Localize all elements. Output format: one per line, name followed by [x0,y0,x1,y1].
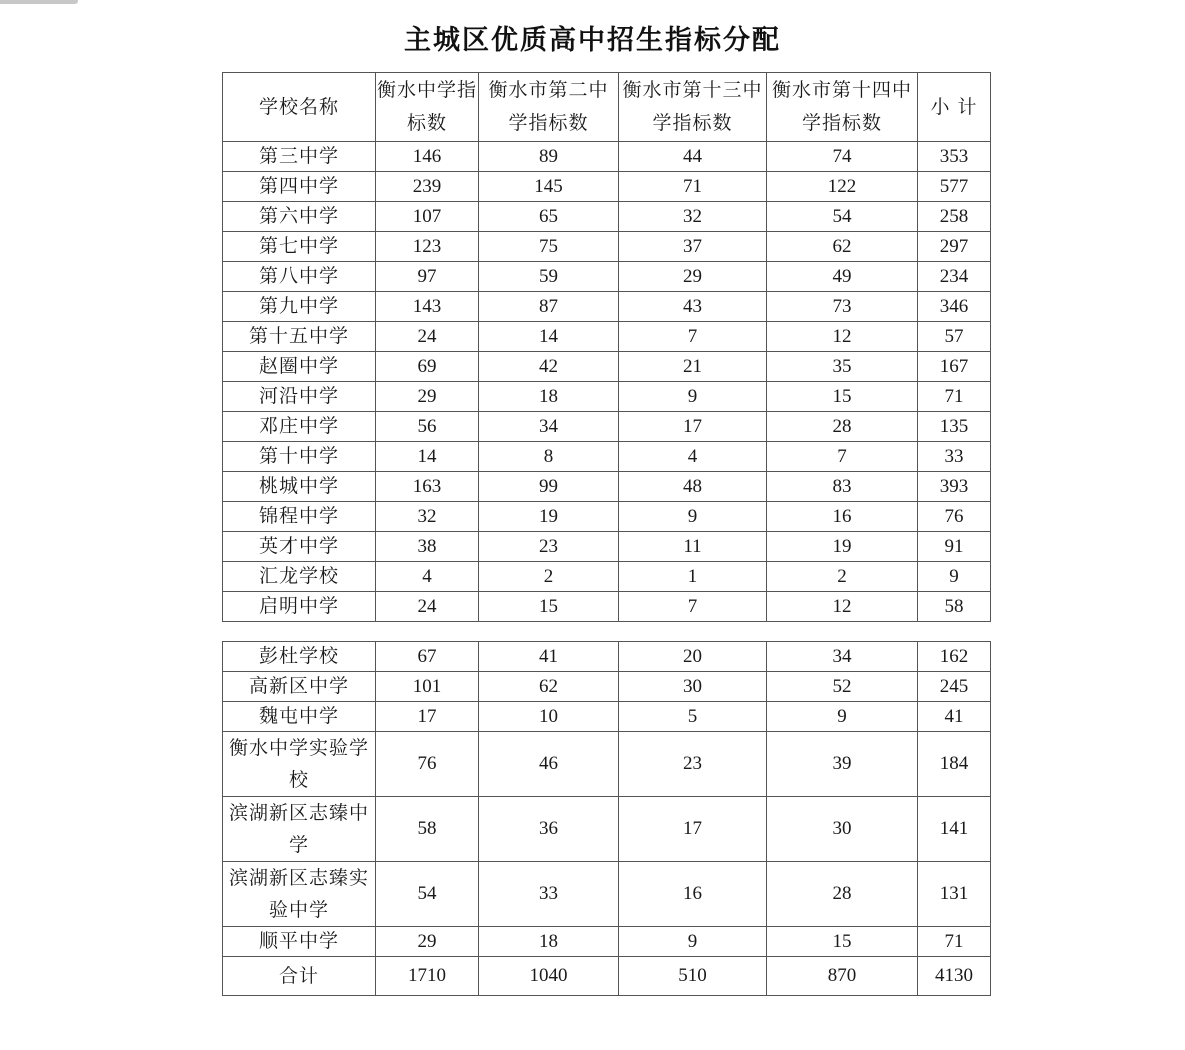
table-row [223,927,991,957]
value-cell-total: 58 [918,592,991,622]
school-name-cell: 启明中学 [223,592,376,622]
value-cell-v1: 97 [376,262,479,292]
value-cell-v1: 67 [376,642,479,672]
table-row [223,412,991,442]
value-cell-v1: 29 [376,927,479,957]
value-cell-v4: 52 [767,672,918,702]
value-cell-v1: 24 [376,592,479,622]
header-hs14: 衡水市第十四中学指标数 [767,73,918,142]
school-name-cell: 邓庄中学 [223,412,376,442]
school-name-cell: 第十五中学 [223,322,376,352]
school-name-cell: 河沿中学 [223,382,376,412]
value-cell-total: 4130 [918,957,991,996]
value-cell-total: 167 [918,352,991,382]
value-cell-total: 41 [918,702,991,732]
value-cell-v1: 14 [376,442,479,472]
window-corner-tab [0,0,78,4]
value-cell-v2: 59 [479,262,619,292]
school-name-cell: 衡水中学实验学校 [223,732,376,797]
value-cell-v2: 87 [479,292,619,322]
table-row [223,352,991,382]
value-cell-v3: 5 [619,702,767,732]
value-cell-v4: 16 [767,502,918,532]
value-cell-total: 9 [918,562,991,592]
value-cell-v2: 99 [479,472,619,502]
value-cell-v2: 8 [479,442,619,472]
header-subtotal: 小 计 [918,73,991,142]
value-cell-v4: 62 [767,232,918,262]
value-cell-v4: 83 [767,472,918,502]
table-row [223,472,991,502]
value-cell-v4: 9 [767,702,918,732]
value-cell-v2: 145 [479,172,619,202]
value-cell-v2: 36 [479,797,619,862]
value-cell-v1: 163 [376,472,479,502]
value-cell-v4: 54 [767,202,918,232]
table-row [223,797,991,862]
value-cell-v4: 2 [767,562,918,592]
value-cell-v2: 62 [479,672,619,702]
value-cell-v2: 75 [479,232,619,262]
value-cell-v3: 17 [619,797,767,862]
table-row [223,672,991,702]
value-cell-v4: 870 [767,957,918,996]
value-cell-v3: 9 [619,382,767,412]
value-cell-v2: 42 [479,352,619,382]
table-row [223,172,991,202]
value-cell-v2: 14 [479,322,619,352]
value-cell-v4: 7 [767,442,918,472]
value-cell-v3: 7 [619,322,767,352]
school-name-cell: 第十中学 [223,442,376,472]
value-cell-v4: 28 [767,412,918,442]
value-cell-v4: 15 [767,382,918,412]
allocation-table-upper [222,72,991,622]
value-cell-v3: 1 [619,562,767,592]
value-cell-total: 131 [918,862,991,927]
value-cell-total: 141 [918,797,991,862]
value-cell-v3: 71 [619,172,767,202]
value-cell-total: 71 [918,382,991,412]
value-cell-v4: 73 [767,292,918,322]
value-cell-v1: 1710 [376,957,479,996]
value-cell-v1: 76 [376,732,479,797]
value-cell-total: 33 [918,442,991,472]
value-cell-v1: 107 [376,202,479,232]
value-cell-v2: 19 [479,502,619,532]
value-cell-v2: 34 [479,412,619,442]
table-row [223,702,991,732]
value-cell-v2: 23 [479,532,619,562]
value-cell-v3: 7 [619,592,767,622]
value-cell-v1: 4 [376,562,479,592]
school-name-cell: 第三中学 [223,142,376,172]
table-row [223,262,991,292]
value-cell-total: 577 [918,172,991,202]
value-cell-v1: 29 [376,382,479,412]
value-cell-total: 297 [918,232,991,262]
school-name-cell: 英才中学 [223,532,376,562]
value-cell-v2: 10 [479,702,619,732]
value-cell-v3: 44 [619,142,767,172]
value-cell-v4: 122 [767,172,918,202]
value-cell-v3: 48 [619,472,767,502]
value-cell-v2: 41 [479,642,619,672]
value-cell-v2: 2 [479,562,619,592]
value-cell-v1: 123 [376,232,479,262]
value-cell-v3: 9 [619,927,767,957]
value-cell-v1: 69 [376,352,479,382]
value-cell-total: 135 [918,412,991,442]
value-cell-v4: 12 [767,592,918,622]
value-cell-v4: 34 [767,642,918,672]
value-cell-v2: 18 [479,927,619,957]
value-cell-total: 346 [918,292,991,322]
value-cell-v1: 58 [376,797,479,862]
value-cell-total: 234 [918,262,991,292]
value-cell-v3: 11 [619,532,767,562]
value-cell-v3: 37 [619,232,767,262]
header-hs13: 衡水市第十三中学指标数 [619,73,767,142]
value-cell-v1: 38 [376,532,479,562]
value-cell-v3: 21 [619,352,767,382]
table-row [223,382,991,412]
header-row [223,73,991,142]
school-name-cell: 第四中学 [223,172,376,202]
school-name-cell: 锦程中学 [223,502,376,532]
value-cell-v2: 18 [479,382,619,412]
value-cell-v2: 1040 [479,957,619,996]
value-cell-v1: 146 [376,142,479,172]
value-cell-v2: 33 [479,862,619,927]
value-cell-total: 353 [918,142,991,172]
value-cell-v1: 24 [376,322,479,352]
value-cell-v3: 43 [619,292,767,322]
school-name-cell: 滨湖新区志臻中学 [223,797,376,862]
value-cell-v4: 15 [767,927,918,957]
value-cell-v2: 46 [479,732,619,797]
table-row [223,442,991,472]
value-cell-v3: 23 [619,732,767,797]
school-name-cell: 魏屯中学 [223,702,376,732]
page-title: 主城区优质高中招生指标分配 [404,25,781,56]
value-cell-total: 57 [918,322,991,352]
school-name-cell: 彭杜学校 [223,642,376,672]
value-cell-v4: 12 [767,322,918,352]
table-row [223,732,991,797]
header-hs2: 衡水市第二中学指标数 [479,73,619,142]
value-cell-v4: 35 [767,352,918,382]
value-cell-v1: 239 [376,172,479,202]
value-cell-v3: 9 [619,502,767,532]
value-cell-v4: 30 [767,797,918,862]
value-cell-total: 71 [918,927,991,957]
table-row [223,202,991,232]
allocation-table-lower [222,641,991,996]
value-cell-v3: 17 [619,412,767,442]
value-cell-v2: 15 [479,592,619,622]
school-name-cell: 桃城中学 [223,472,376,502]
table-row [223,562,991,592]
value-cell-v3: 32 [619,202,767,232]
table-row [223,322,991,352]
school-name-cell: 滨湖新区志臻实验中学 [223,862,376,927]
table-row [223,502,991,532]
value-cell-v1: 32 [376,502,479,532]
value-cell-v4: 19 [767,532,918,562]
value-cell-v1: 17 [376,702,479,732]
value-cell-v4: 28 [767,862,918,927]
school-name-cell: 第七中学 [223,232,376,262]
school-name-cell: 汇龙学校 [223,562,376,592]
value-cell-v3: 510 [619,957,767,996]
school-name-cell: 赵圈中学 [223,352,376,382]
value-cell-v1: 56 [376,412,479,442]
header-school: 学校名称 [223,73,376,142]
value-cell-v4: 39 [767,732,918,797]
value-cell-total: 76 [918,502,991,532]
value-cell-v3: 29 [619,262,767,292]
value-cell-v3: 4 [619,442,767,472]
table-row [223,142,991,172]
value-cell-total: 258 [918,202,991,232]
header-hs1: 衡水中学指标数 [376,73,479,142]
value-cell-total: 245 [918,672,991,702]
value-cell-v4: 74 [767,142,918,172]
value-cell-total: 162 [918,642,991,672]
table-row [223,642,991,672]
school-name-cell: 高新区中学 [223,672,376,702]
school-name-cell: 合计 [223,957,376,996]
value-cell-v3: 30 [619,672,767,702]
value-cell-total: 184 [918,732,991,797]
school-name-cell: 第六中学 [223,202,376,232]
value-cell-v2: 89 [479,142,619,172]
value-cell-v1: 143 [376,292,479,322]
table-row [223,957,991,996]
school-name-cell: 第八中学 [223,262,376,292]
value-cell-v3: 20 [619,642,767,672]
school-name-cell: 顺平中学 [223,927,376,957]
value-cell-v1: 54 [376,862,479,927]
table-row [223,862,991,927]
value-cell-total: 393 [918,472,991,502]
value-cell-v3: 16 [619,862,767,927]
table-row [223,592,991,622]
table-row [223,532,991,562]
table-row [223,232,991,262]
value-cell-v4: 49 [767,262,918,292]
table-row [223,292,991,322]
school-name-cell: 第九中学 [223,292,376,322]
value-cell-v1: 101 [376,672,479,702]
value-cell-v2: 65 [479,202,619,232]
value-cell-total: 91 [918,532,991,562]
